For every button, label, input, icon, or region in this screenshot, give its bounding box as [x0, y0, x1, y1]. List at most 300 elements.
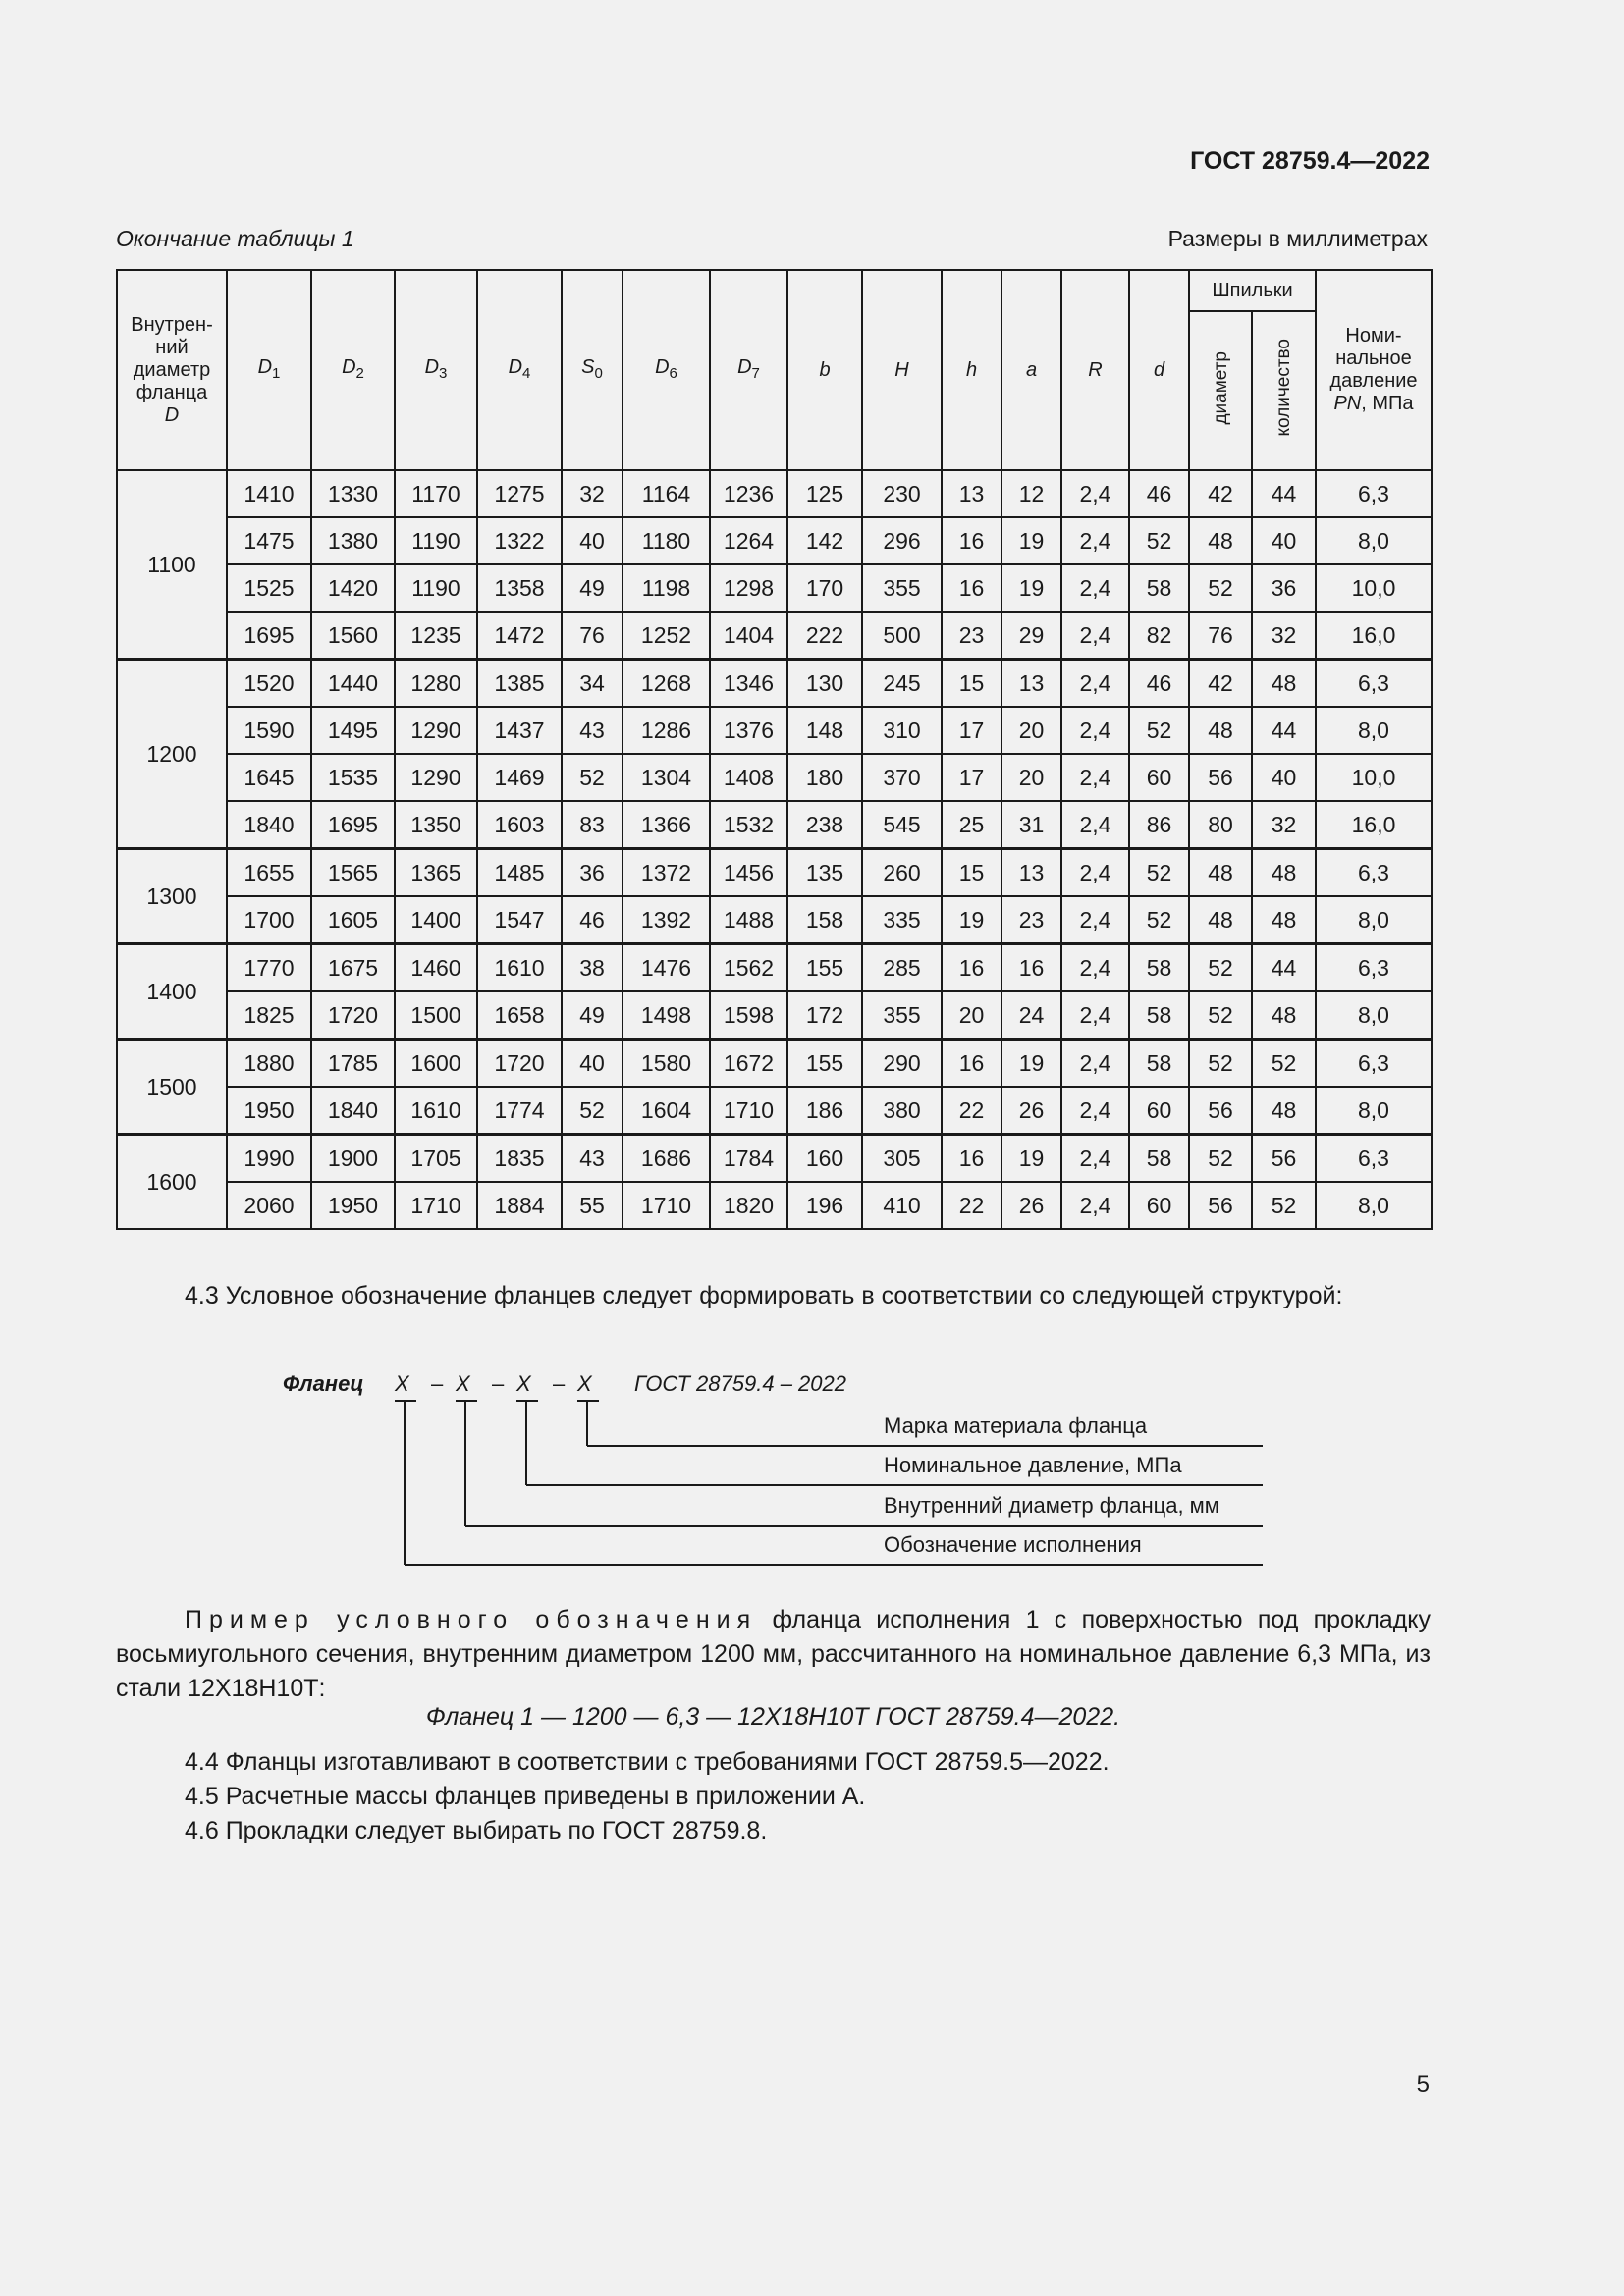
table-cell: 1460 — [395, 944, 477, 992]
table-cell: 2,4 — [1061, 1040, 1129, 1088]
table-cell: 56 — [1189, 1182, 1252, 1229]
header-R: R — [1061, 270, 1129, 470]
table-cell: 1710 — [395, 1182, 477, 1229]
example-lead: Пример условного обозначения — [185, 1606, 758, 1633]
table-cell: 305 — [862, 1135, 942, 1183]
table-cell: 238 — [787, 801, 862, 849]
table-cell: 48 — [1189, 707, 1252, 754]
table-cell: 44 — [1252, 944, 1316, 992]
table-cell: 1495 — [311, 707, 395, 754]
table-cell: 2,4 — [1061, 896, 1129, 944]
header-stud-diameter: диаметр — [1189, 311, 1252, 470]
table-cell: 1610 — [477, 944, 562, 992]
table-cell: 1565 — [311, 849, 395, 897]
table-cell: 46 — [1129, 470, 1189, 517]
table-cell: 32 — [1252, 801, 1316, 849]
table-cell: 52 — [1189, 1040, 1252, 1088]
table-cell: 40 — [562, 517, 623, 564]
table-cell: 52 — [1129, 517, 1189, 564]
table-cell: 1658 — [477, 991, 562, 1040]
table-cell: 125 — [787, 470, 862, 517]
table-cell: 52 — [562, 1087, 623, 1135]
table-cell: 1880 — [227, 1040, 311, 1088]
table-cell: 26 — [1001, 1087, 1061, 1135]
table-cell: 48 — [1189, 517, 1252, 564]
table-cell: 1532 — [710, 801, 787, 849]
table-cell: 155 — [787, 944, 862, 992]
table-cell: 1580 — [623, 1040, 710, 1088]
table-cell: 23 — [1001, 896, 1061, 944]
table-cell: 13 — [1001, 849, 1061, 897]
table-cell: 17 — [942, 754, 1001, 801]
table-cell: 1785 — [311, 1040, 395, 1088]
scheme-label-pressure: Номинальное давление, МПа — [884, 1453, 1182, 1477]
table-cell: 23 — [942, 612, 1001, 660]
table-cell: 1472 — [477, 612, 562, 660]
table-cell: 36 — [562, 849, 623, 897]
table-cell: 52 — [1189, 564, 1252, 612]
table-cell: 1170 — [395, 470, 477, 517]
table-cell: 15 — [942, 660, 1001, 708]
table-cell: 222 — [787, 612, 862, 660]
table-cell: 1420 — [311, 564, 395, 612]
table-row — [117, 660, 1432, 708]
header-D3: $D_3$ — [395, 270, 477, 470]
table-cell: 2,4 — [1061, 1182, 1129, 1229]
table-row — [117, 1135, 1432, 1183]
table-cell: 19 — [942, 896, 1001, 944]
header-studs: Шпильки — [1189, 270, 1316, 311]
table-cell: 380 — [862, 1087, 942, 1135]
table-cell: 6,3 — [1316, 944, 1432, 992]
table-body — [117, 470, 1432, 1229]
table-cell: 1695 — [227, 612, 311, 660]
table-cell: 16 — [1001, 944, 1061, 992]
table-cell: 155 — [787, 1040, 862, 1088]
table-cell: 42 — [1189, 660, 1252, 708]
table-cell: 1710 — [710, 1087, 787, 1135]
table-cell: 1525 — [227, 564, 311, 612]
header-nominal-pressure: Номи- нальное давление PN, МПа — [1316, 270, 1432, 470]
table-cell: 80 — [1189, 801, 1252, 849]
header-H: H — [862, 270, 942, 470]
table-cell: 43 — [562, 707, 623, 754]
table-cell: 52 — [1129, 849, 1189, 897]
example-designation: Фланец 1 — 1200 — 6,3 — 12Х18Н10Т ГОСТ 28759.4—2022. — [425, 1703, 1121, 1731]
table-row — [117, 470, 1432, 517]
table-cell: 31 — [1001, 801, 1061, 849]
table-cell: 32 — [562, 470, 623, 517]
table-cell: 500 — [862, 612, 942, 660]
table-cell: 56 — [1252, 1135, 1316, 1183]
table-cell: 58 — [1129, 1135, 1189, 1183]
flange-dimensions-table — [116, 269, 1433, 1230]
page-number: 5 — [1416, 2071, 1430, 2098]
table-cell: 2,4 — [1061, 707, 1129, 754]
table-row — [117, 1087, 1432, 1135]
header-D1: $D_1$ — [227, 270, 311, 470]
table-cell: 1236 — [710, 470, 787, 517]
table-cell: 8,0 — [1316, 707, 1432, 754]
table-cell: 1603 — [477, 801, 562, 849]
table-cell: 58 — [1129, 1040, 1189, 1088]
table-cell: 52 — [1189, 991, 1252, 1040]
table-cell: 10,0 — [1316, 754, 1432, 801]
table-cell: 26 — [1001, 1182, 1061, 1229]
table-cell: 1784 — [710, 1135, 787, 1183]
table-cell: 355 — [862, 564, 942, 612]
table-row — [117, 564, 1432, 612]
table-cell: 15 — [942, 849, 1001, 897]
table-cell: 1252 — [623, 612, 710, 660]
table-cell: 1600 — [395, 1040, 477, 1088]
scheme-dash: – — [553, 1371, 566, 1396]
table-cell: 8,0 — [1316, 896, 1432, 944]
table-cell: 76 — [1189, 612, 1252, 660]
table-cell: 1475 — [227, 517, 311, 564]
designation-scheme — [275, 1360, 1276, 1575]
table-cell: 1695 — [311, 801, 395, 849]
table-cell: 142 — [787, 517, 862, 564]
table-cell: 22 — [942, 1087, 1001, 1135]
table-cell: 1604 — [623, 1087, 710, 1135]
inner-diameter-cell: 1300 — [117, 849, 227, 944]
scheme-label-version: Обозначение исполнения — [884, 1532, 1142, 1557]
table-cell: 19 — [1001, 564, 1061, 612]
inner-diameter-cell: 1400 — [117, 944, 227, 1040]
header-b: b — [787, 270, 862, 470]
table-cell: 1825 — [227, 991, 311, 1040]
scheme-x-diameter: X — [456, 1371, 470, 1396]
table-cell: 1770 — [227, 944, 311, 992]
table-cell: 2,4 — [1061, 1087, 1129, 1135]
table-cell: 1488 — [710, 896, 787, 944]
table-cell: 1598 — [710, 991, 787, 1040]
table-cell: 1400 — [395, 896, 477, 944]
table-cell: 2,4 — [1061, 754, 1129, 801]
table-cell: 16 — [942, 944, 1001, 992]
table-cell: 34 — [562, 660, 623, 708]
table-row — [117, 1040, 1432, 1088]
table-cell: 1358 — [477, 564, 562, 612]
table-cell: 48 — [1252, 896, 1316, 944]
table-cell: 1268 — [623, 660, 710, 708]
header-D7: $D_7$ — [710, 270, 787, 470]
table-cell: 48 — [1189, 849, 1252, 897]
table-cell: 8,0 — [1316, 1087, 1432, 1135]
table-cell: 1562 — [710, 944, 787, 992]
table-cell: 2,4 — [1061, 944, 1129, 992]
table-cell: 1404 — [710, 612, 787, 660]
table-cell: 19 — [1001, 517, 1061, 564]
table-cell: 148 — [787, 707, 862, 754]
table-cell: 2,4 — [1061, 517, 1129, 564]
table-cell: 135 — [787, 849, 862, 897]
table-cell: 2,4 — [1061, 564, 1129, 612]
table-units-caption: Размеры в миллиметрах — [1167, 226, 1428, 251]
document-id: ГОСТ 28759.4—2022 — [1190, 147, 1430, 175]
table-cell: 32 — [1252, 612, 1316, 660]
table-cell: 1290 — [395, 707, 477, 754]
table-cell: 52 — [1252, 1040, 1316, 1088]
table-row — [117, 612, 1432, 660]
table-cell: 6,3 — [1316, 1040, 1432, 1088]
table-cell: 40 — [562, 1040, 623, 1088]
scheme-x-material: X — [577, 1371, 592, 1396]
table-cell: 60 — [1129, 754, 1189, 801]
table-cell: 2060 — [227, 1182, 311, 1229]
table-cell: 2,4 — [1061, 612, 1129, 660]
table-cell: 290 — [862, 1040, 942, 1088]
table-cell: 1535 — [311, 754, 395, 801]
table-cell: 52 — [562, 754, 623, 801]
table-cell: 1385 — [477, 660, 562, 708]
table-cell: 22 — [942, 1182, 1001, 1229]
table-cell: 2,4 — [1061, 801, 1129, 849]
table-cell: 46 — [1129, 660, 1189, 708]
table-cell: 20 — [1001, 754, 1061, 801]
table-cell: 1380 — [311, 517, 395, 564]
table-cell: 40 — [1252, 517, 1316, 564]
table-cell: 1990 — [227, 1135, 311, 1183]
table-cell: 58 — [1129, 991, 1189, 1040]
table-cell: 13 — [942, 470, 1001, 517]
header-D2: $D_2$ — [311, 270, 395, 470]
table-cell: 1410 — [227, 470, 311, 517]
table-cell: 1264 — [710, 517, 787, 564]
table-cell: 6,3 — [1316, 660, 1432, 708]
scheme-label-material: Марка материала фланца — [884, 1414, 1148, 1438]
table-cell: 1408 — [710, 754, 787, 801]
table-cell: 260 — [862, 849, 942, 897]
table-cell: 1330 — [311, 470, 395, 517]
table-cell: 25 — [942, 801, 1001, 849]
scheme-label-diameter: Внутренний диаметр фланца, мм — [884, 1493, 1219, 1518]
scheme-dash: – — [431, 1371, 444, 1396]
table-cell: 52 — [1129, 707, 1189, 754]
table-cell: 48 — [1252, 991, 1316, 1040]
table-cell: 36 — [1252, 564, 1316, 612]
table-cell: 8,0 — [1316, 1182, 1432, 1229]
table-cell: 1376 — [710, 707, 787, 754]
example-text: фланца исполнения 1 с поверхностью под прокладку восьмиугольного сечения, внутренним диаметром 1200 мм, рассчитанного на номинальное давление 6,3 МПа, из стали 12Х18Н10Т: — [116, 1606, 1431, 1702]
table-cell: 17 — [942, 707, 1001, 754]
table-cell: 1686 — [623, 1135, 710, 1183]
scheme-dash: – — [492, 1371, 505, 1396]
header-D4: $D_4$ — [477, 270, 562, 470]
header-d: d — [1129, 270, 1189, 470]
table-cell: 1456 — [710, 849, 787, 897]
table-cell: 58 — [1129, 564, 1189, 612]
table-cell: 13 — [1001, 660, 1061, 708]
scheme-standard: ГОСТ 28759.4 – 2022 — [634, 1371, 846, 1396]
table-cell: 56 — [1189, 754, 1252, 801]
table-cell: 1840 — [227, 801, 311, 849]
table-cell: 1645 — [227, 754, 311, 801]
table-cell: 1346 — [710, 660, 787, 708]
table-cell: 20 — [942, 991, 1001, 1040]
table-cell: 1840 — [311, 1087, 395, 1135]
table-cell: 16 — [942, 564, 1001, 612]
table-cell: 285 — [862, 944, 942, 992]
table-cell: 1437 — [477, 707, 562, 754]
table-cell: 1235 — [395, 612, 477, 660]
table-cell: 1366 — [623, 801, 710, 849]
table-cell: 1290 — [395, 754, 477, 801]
table-cell: 12 — [1001, 470, 1061, 517]
section-4-6: 4.6 Прокладки следует выбирать по ГОСТ 28759.8. — [185, 1817, 768, 1844]
table-cell: 1485 — [477, 849, 562, 897]
scheme-x-version: X — [395, 1371, 409, 1396]
table-cell: 16,0 — [1316, 612, 1432, 660]
table-continuation-caption: Окончание таблицы 1 — [116, 226, 354, 251]
table-cell: 186 — [787, 1087, 862, 1135]
table-cell: 1392 — [623, 896, 710, 944]
table-cell: 2,4 — [1061, 849, 1129, 897]
table-cell: 24 — [1001, 991, 1061, 1040]
table-cell: 1180 — [623, 517, 710, 564]
inner-diameter-cell: 1500 — [117, 1040, 227, 1135]
table-cell: 1900 — [311, 1135, 395, 1183]
table-cell: 1304 — [623, 754, 710, 801]
table-cell: 52 — [1252, 1182, 1316, 1229]
table-row — [117, 754, 1432, 801]
table-cell: 48 — [1252, 660, 1316, 708]
table-cell: 49 — [562, 991, 623, 1040]
table-cell: 1280 — [395, 660, 477, 708]
table-cell: 1675 — [311, 944, 395, 992]
example-paragraph — [116, 1603, 1431, 1706]
table-cell: 1884 — [477, 1182, 562, 1229]
table-cell: 52 — [1189, 1135, 1252, 1183]
table-cell: 60 — [1129, 1182, 1189, 1229]
table-cell: 42 — [1189, 470, 1252, 517]
table-row — [117, 517, 1432, 564]
table-cell: 1720 — [311, 991, 395, 1040]
table-row — [117, 896, 1432, 944]
table-cell: 310 — [862, 707, 942, 754]
table-cell: 1164 — [623, 470, 710, 517]
table-cell: 52 — [1129, 896, 1189, 944]
table-cell: 2,4 — [1061, 1135, 1129, 1183]
table-cell: 1820 — [710, 1182, 787, 1229]
scheme-prefix: Фланец — [283, 1371, 364, 1396]
table-cell: 40 — [1252, 754, 1316, 801]
table-cell: 82 — [1129, 612, 1189, 660]
table-cell: 1469 — [477, 754, 562, 801]
table-cell: 10,0 — [1316, 564, 1432, 612]
table-cell: 48 — [1252, 849, 1316, 897]
table-cell: 1590 — [227, 707, 311, 754]
table-cell: 16 — [942, 1135, 1001, 1183]
table-cell: 56 — [1189, 1087, 1252, 1135]
table-row — [117, 1182, 1432, 1229]
table-cell: 48 — [1189, 896, 1252, 944]
table-cell: 38 — [562, 944, 623, 992]
table-cell: 545 — [862, 801, 942, 849]
table-cell: 8,0 — [1316, 517, 1432, 564]
table-cell: 1298 — [710, 564, 787, 612]
table-cell: 20 — [1001, 707, 1061, 754]
table-row — [117, 849, 1432, 897]
inner-diameter-cell: 1100 — [117, 470, 227, 660]
table-cell: 29 — [1001, 612, 1061, 660]
table-cell: 1605 — [311, 896, 395, 944]
table-cell: 335 — [862, 896, 942, 944]
header-D6: $D_6$ — [623, 270, 710, 470]
table-cell: 19 — [1001, 1040, 1061, 1088]
scheme-x-pressure: X — [516, 1371, 531, 1396]
table-cell: 1705 — [395, 1135, 477, 1183]
table-cell: 8,0 — [1316, 991, 1432, 1040]
header-stud-count: количество — [1252, 311, 1316, 470]
table-cell: 48 — [1252, 1087, 1316, 1135]
table-cell: 1190 — [395, 564, 477, 612]
table-cell: 1560 — [311, 612, 395, 660]
table-cell: 370 — [862, 754, 942, 801]
table-cell: 196 — [787, 1182, 862, 1229]
table-cell: 86 — [1129, 801, 1189, 849]
inner-diameter-cell: 1200 — [117, 660, 227, 849]
table-cell: 355 — [862, 991, 942, 1040]
table-cell: 160 — [787, 1135, 862, 1183]
table-cell: 1372 — [623, 849, 710, 897]
table-row — [117, 801, 1432, 849]
table-cell: 1440 — [311, 660, 395, 708]
header-a: a — [1001, 270, 1061, 470]
table-cell: 52 — [1189, 944, 1252, 992]
table-cell: 1774 — [477, 1087, 562, 1135]
table-cell: 76 — [562, 612, 623, 660]
table-cell: 1498 — [623, 991, 710, 1040]
table-cell: 1835 — [477, 1135, 562, 1183]
table-cell: 180 — [787, 754, 862, 801]
inner-diameter-cell: 1600 — [117, 1135, 227, 1230]
table-cell: 1950 — [311, 1182, 395, 1229]
table-cell: 2,4 — [1061, 660, 1129, 708]
table-cell: 170 — [787, 564, 862, 612]
table-cell: 1365 — [395, 849, 477, 897]
table-cell: 245 — [862, 660, 942, 708]
table-cell: 1710 — [623, 1182, 710, 1229]
table-cell: 1672 — [710, 1040, 787, 1088]
table-cell: 1476 — [623, 944, 710, 992]
table-cell: 44 — [1252, 470, 1316, 517]
header-S0: $S_0$ — [562, 270, 623, 470]
header-inner-diameter: Внутрен- ний диаметр фланца D — [117, 270, 227, 470]
table-cell: 1198 — [623, 564, 710, 612]
table-cell: 1700 — [227, 896, 311, 944]
table-cell: 60 — [1129, 1087, 1189, 1135]
table-cell: 19 — [1001, 1135, 1061, 1183]
table-cell: 58 — [1129, 944, 1189, 992]
table-cell: 1655 — [227, 849, 311, 897]
table-cell: 46 — [562, 896, 623, 944]
table-cell: 1520 — [227, 660, 311, 708]
table-cell: 1275 — [477, 470, 562, 517]
table-cell: 83 — [562, 801, 623, 849]
table-cell: 296 — [862, 517, 942, 564]
table-cell: 230 — [862, 470, 942, 517]
table-cell: 410 — [862, 1182, 942, 1229]
table-cell: 1950 — [227, 1087, 311, 1135]
table-row — [117, 991, 1432, 1040]
table-row — [117, 944, 1432, 992]
table-cell: 1190 — [395, 517, 477, 564]
header-h: h — [942, 270, 1001, 470]
table-cell: 1500 — [395, 991, 477, 1040]
table-cell: 1322 — [477, 517, 562, 564]
